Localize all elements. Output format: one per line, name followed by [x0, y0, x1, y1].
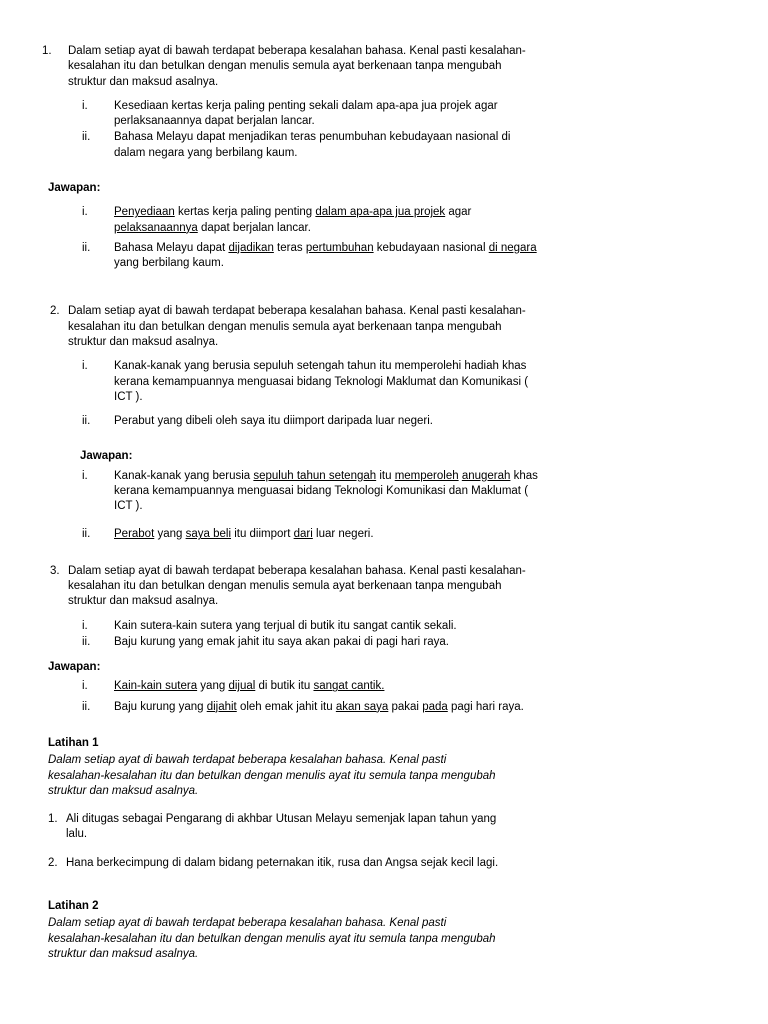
list-item [82, 359, 728, 405]
answer-heading-1: Jawapan: [48, 181, 101, 194]
answer-item [82, 700, 728, 715]
answer-list-1 [82, 205, 728, 271]
answer-list-2 [82, 469, 728, 543]
list-item [82, 414, 728, 429]
answer-marker: i. [82, 469, 88, 482]
list-item [82, 130, 728, 161]
question-2-items [82, 359, 728, 429]
answer-item [82, 205, 728, 236]
question-1-text: Dalam setiap ayat di bawah terdapat beberapa kesalahan bahasa. Kenal pasti kesalahan-kesalahan itu dan betulkan dengan menulis semula ayat berkenaan tanpa mengubah struktur dan maksud asalnya. [68, 45, 526, 88]
latihan-1-item [48, 812, 728, 843]
document-content [38, 44, 728, 962]
latihan-1-heading: Latihan 1 [48, 737, 99, 749]
answer-text: Penyediaan kertas kerja paling penting dalam apa-apa jua projek agar pelaksanaannya dapat berjalan lancar. [114, 206, 472, 234]
answer-marker: ii. [82, 528, 91, 541]
answer-text: Perabot yang saya beli itu diimport dari luar negeri. [114, 528, 374, 541]
answer-text: Kain-kain sutera yang dijual di butik itu sangat cantik. [114, 680, 385, 693]
answer-item [82, 679, 728, 694]
list-item [82, 99, 728, 130]
question-3-number: 3. [50, 564, 60, 577]
item-text: Kesediaan kertas kerja paling penting sekali dalam apa-apa jua projek agar perlaksanaannya dapat berjalan lancar. [114, 99, 498, 128]
question-3-text: Dalam setiap ayat di bawah terdapat beberapa kesalahan bahasa. Kenal pasti kesalahan-kesalahan itu dan betulkan dengan menulis semula ayat berkenaan tanpa mengubah struktur dan maksud asalnya. [68, 564, 526, 608]
latihan-1-intro: Dalam setiap ayat di bawah terdapat beberapa kesalahan bahasa. Kenal pasti kesalahan-kesalahan itu dan betulkan dengan menulis ayat itu semula tanpa mengubah struktur dan maksud asalnya. [48, 754, 496, 797]
question-2 [38, 304, 728, 350]
answer-text: Kanak-kanak yang berusia sepuluh tahun setengah itu memperoleh anugerah khas kerana kemampuannya menguasai bidang Teknologi Komunikasi dan Maklumat ( ICT ). [114, 469, 538, 513]
item-marker: ii. [82, 131, 91, 144]
answer-text: Baju kurung yang dijahit oleh emak jahit itu akan saya pakai pada pagi hari raya. [114, 700, 524, 713]
answer-list-3 [82, 679, 728, 715]
answer-item [82, 469, 728, 515]
question-3-items [82, 619, 728, 651]
item-number: 2. [48, 856, 58, 869]
answer-item [82, 527, 728, 542]
item-marker: ii. [82, 635, 91, 648]
item-text: Kanak-kanak yang berusia sepuluh setengah tahun itu memperolehi hadiah khas kerana kemampuannya menguasai bidang Teknologi Maklumat dan Komunikasi ( ICT ). [114, 360, 529, 403]
item-text: Baju kurung yang emak jahit itu saya akan pakai di pagi hari raya. [114, 635, 449, 648]
item-marker: i. [82, 99, 88, 112]
latihan-1-item [48, 856, 728, 871]
item-marker: i. [82, 619, 88, 632]
answer-marker: i. [82, 680, 88, 693]
latihan-2-heading: Latihan 2 [48, 899, 99, 912]
item-text: Hana berkecimpung di dalam bidang peternakan itik, rusa dan Angsa sejak kecil lagi. [66, 856, 499, 869]
question-3 [38, 564, 728, 610]
question-1-items [82, 99, 728, 161]
item-text: Ali ditugas sebagai Pengarang di akhbar Utusan Melayu semenjak lapan tahun yang lalu. [66, 813, 497, 841]
question-2-number: 2. [50, 305, 60, 318]
question-2-text: Dalam setiap ayat di bawah terdapat beberapa kesalahan bahasa. Kenal pasti kesalahan-kesalahan itu dan betulkan dengan menulis semula ayat berkenaan tanpa mengubah struktur dan maksud asalnya. [68, 305, 526, 348]
latihan-2-intro: Dalam setiap ayat di bawah terdapat beberapa kesalahan bahasa. Kenal pasti kesalahan-kesalahan itu dan betulkan dengan menulis ayat itu semula tanpa mengubah struktur dan maksud asalnya. [48, 917, 496, 960]
item-text: Perabut yang dibeli oleh saya itu diimport daripada luar negeri. [114, 415, 434, 428]
answer-heading-3: Jawapan: [48, 661, 101, 674]
list-item [82, 619, 728, 634]
answer-heading-2: Jawapan: [80, 450, 133, 463]
item-number: 1. [48, 813, 58, 826]
answer-text: Bahasa Melayu dapat dijadikan teras pertumbuhan kebudayaan nasional di negara yang berbilang kaum. [114, 241, 537, 270]
item-marker: i. [82, 360, 88, 373]
list-item [82, 635, 728, 650]
question-1 [38, 44, 728, 90]
answer-marker: ii. [82, 700, 91, 713]
answer-marker: i. [82, 206, 88, 219]
question-1-number: 1. [42, 45, 52, 57]
answer-marker: ii. [82, 241, 91, 254]
item-text: Bahasa Melayu dapat menjadikan teras penumbuhan kebudayaan nasional di dalam negara yang berbilang kaum. [114, 131, 511, 159]
answer-item [82, 241, 728, 272]
item-marker: ii. [82, 415, 91, 428]
item-text: Kain sutera-kain sutera yang terjual di butik itu sangat cantik sekali. [114, 619, 457, 632]
